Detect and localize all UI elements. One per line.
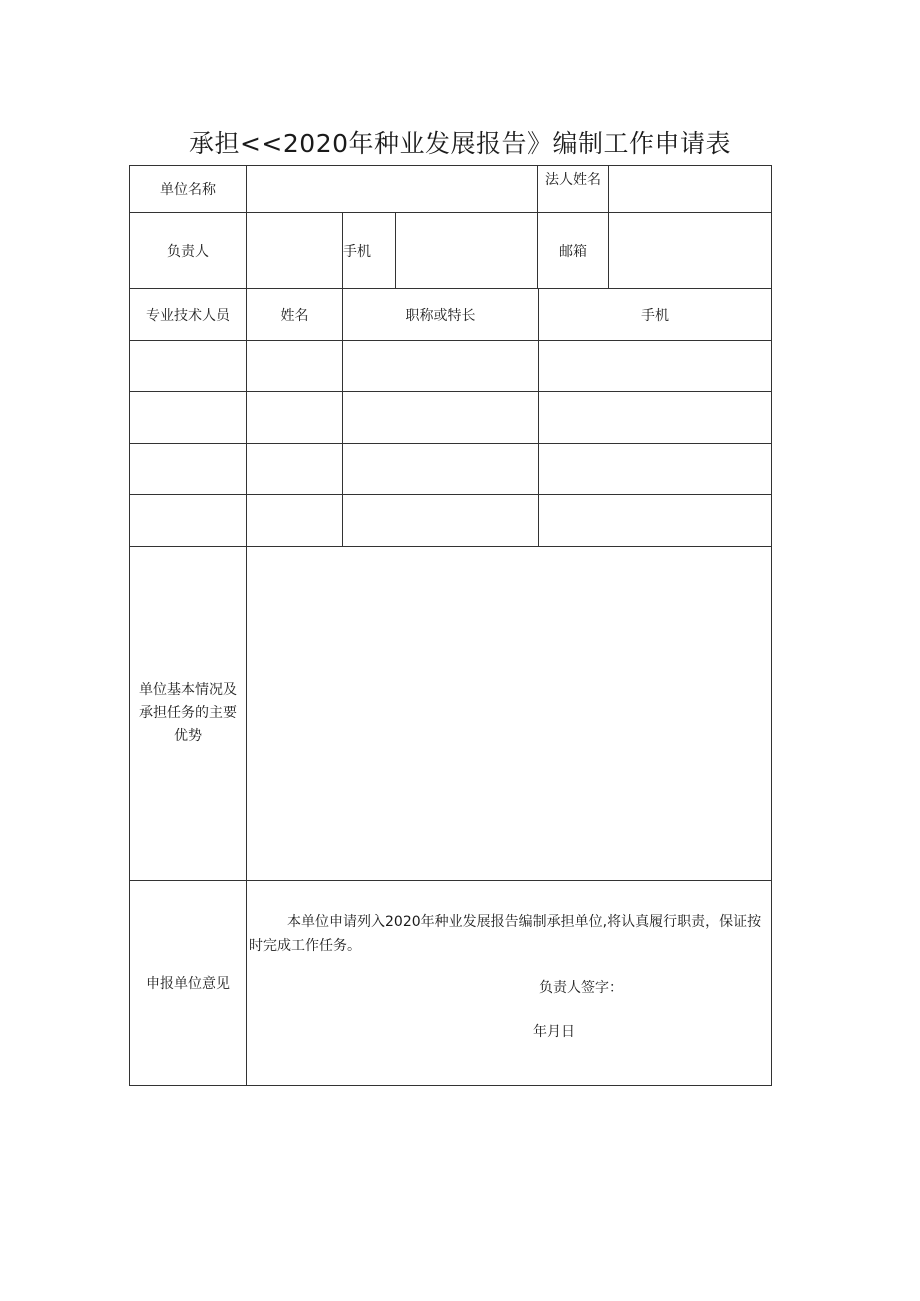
staff-name-header: 姓名 xyxy=(280,307,309,324)
staff-row-2[interactable] xyxy=(130,392,771,443)
phone-label: 手机 xyxy=(343,243,371,260)
advantages-label: 单位基本情况及承担任务的主要优势 xyxy=(139,682,237,744)
staff-row-4[interactable] xyxy=(130,495,771,546)
phone-field[interactable] xyxy=(396,213,537,288)
legal-name-label: 法人姓名 xyxy=(545,172,601,188)
opinion-statement: 本单位申请列入2020年种业发展报告编制承担单位,将认真履行职责，保证按时完成工作任务。 xyxy=(249,914,762,954)
signature-label: 负责人签字： xyxy=(539,980,623,996)
unit-name-label: 单位名称 xyxy=(160,182,216,198)
opinion-label: 申报单位意见 xyxy=(146,976,230,992)
staff-title-header: 职称或特长 xyxy=(405,307,476,324)
form-title: 承担<<2020年种业发展报告》编制工作申请表 xyxy=(188,129,732,158)
advantages-field[interactable] xyxy=(247,547,771,880)
application-form-table xyxy=(129,165,772,1086)
staff-row-3[interactable] xyxy=(130,444,771,494)
date-label: 年月日 xyxy=(533,1024,575,1040)
email-label: 邮箱 xyxy=(559,243,587,260)
staff-section-label: 专业技术人员 xyxy=(146,307,230,324)
email-field[interactable] xyxy=(609,213,771,288)
legal-name-field[interactable] xyxy=(609,166,771,212)
leader-field[interactable] xyxy=(247,213,342,288)
unit-name-field[interactable] xyxy=(247,166,537,212)
staff-phone-header: 手机 xyxy=(641,307,669,324)
staff-row-1[interactable] xyxy=(130,341,771,391)
leader-label: 负责人 xyxy=(167,243,209,260)
